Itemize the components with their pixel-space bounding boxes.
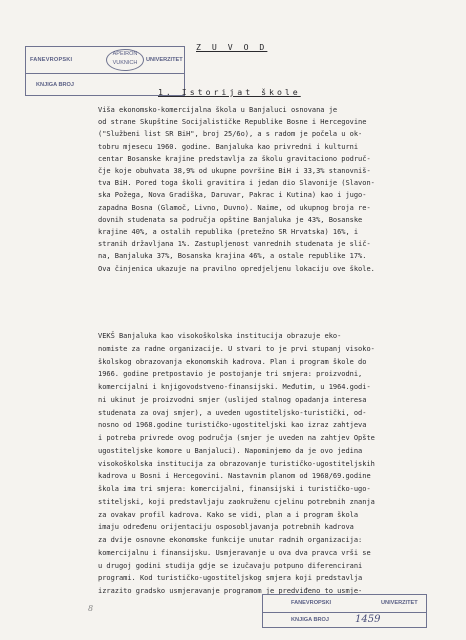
paragraph-history <box>98 104 450 275</box>
stamp-library-name: FANEVROPSKI <box>30 57 73 63</box>
text-line: komercijalnu i finansijsku. Usmjeravanje u ova dva pravca vrši se <box>98 548 371 557</box>
text-line: stranih državljana 1%. Zastupljenost vanrednih studenata je slič- <box>98 240 371 249</box>
stamp-university-name: UNIVERZITET <box>146 57 183 63</box>
text-line: nosno od 1968.godine turističko-ugostiteljski kao izraz zahtjeva <box>98 421 367 430</box>
text-line: ska Požega, Nova Gradiška, Daruvar, Pakrac i Kutina) kao i jugo- <box>98 191 367 200</box>
text-line: ugostiteljske komore u Banjaluci). Napominjemo da je ovo jedina <box>98 446 363 455</box>
text-line: programi. Kod turističko-ugostiteljskog smjera koji predstavlja <box>98 574 363 583</box>
text-line: kadrova u Bosni i Hercegovini. Nastavnim planom od 1968/69.godine <box>98 472 371 481</box>
paragraph-education <box>98 330 450 598</box>
text-line: visokoškolska institucija za obrazovanje turističko-ugostiteljskih <box>98 459 375 468</box>
text-line: čje koje obuhvata 38,9% od ukupne površine BiH i 33,3% stanovniš- <box>98 167 371 176</box>
text-line: dovnih studenata sa područja opštine Banjaluka je 43%, Bosanske <box>98 215 363 224</box>
stamp-book-number: 1459 <box>355 614 381 625</box>
text-line: studenata za ovaj smjer), a uveden ugostiteljsko-turistički, od- <box>98 408 367 417</box>
text-line: nomiste za radne organizacije. U stvari to je prvi stupanj visoko- <box>98 344 375 353</box>
text-line: za dvije osnovne ekonomske funkcije unutar radnih organizacija: <box>98 536 363 544</box>
text-line: na, Banjaluka 37%, Bosanska krajina 46%, a ostale republike 17%. <box>98 252 367 261</box>
text-line: od strane Skupštine Socijalističke Republike Bosne i Hercegovine <box>98 118 367 127</box>
text-line: zapadna Bosna (Glamoč, Livno, Duvno). Naime, od ukupnog broja re- <box>98 203 371 212</box>
section-heading: 1. Istorijat škole <box>158 87 301 97</box>
text-line: Viša ekonomsko-komercijalna škola u Banjaluci osnovana je <box>98 106 338 114</box>
stamp-oval-seal: APEIRON VUKNICH <box>106 49 144 71</box>
text-line: imaju određenu orijentaciju osposobljavanja potrebnih kadrova <box>98 523 354 532</box>
text-line: i potreba privrede ovog područja (smjer je uveden na zahtjev Opšte <box>98 434 375 442</box>
text-line: u drugoj godini studija gdje se izučavaju potpuno diferencirani <box>98 561 363 570</box>
intro-heading: Z U V O D <box>196 42 268 52</box>
library-stamp-bottom <box>262 594 427 628</box>
text-line: Ova činjenica ukazuje na pravilno opredjeljenu lokaciju ove škole. <box>98 264 375 273</box>
text-line: ni ukinut je proizvodni smjer (uslijed stalnog opadanja interesa <box>98 395 367 404</box>
text-line: ("Službeni list SR BiH", broj 25/6o), a s radom je počela u ok- <box>98 130 363 139</box>
text-line: tva BiH. Pored toga školi gravitira i jedan dio Slavonije (Slavon- <box>98 179 375 188</box>
stamp-library-name: FANEVROPSKI <box>291 600 332 606</box>
pencil-mark: 8 <box>88 604 94 613</box>
stamp-university-name: UNIVERZITET <box>381 600 418 606</box>
stamp-book-label: KNJIGA BROJ <box>291 617 330 623</box>
text-line: VEKŠ Banjaluka kao visokoškolska institucija obrazuje eko- <box>98 332 342 340</box>
text-line: izrazito gradsko usmjeravanje programom je predviđeno to usmje- <box>98 587 363 595</box>
text-line: krajine 40%, a ostalih republika (pretežno SR Hrvatska) 16%, i <box>98 228 359 237</box>
text-line: 1966. godine pretpostavio je postojanje tri smjera: proizvodni, <box>98 370 363 379</box>
text-line: školskog obrazovanja ekonomskih kadrova. Plan i program škole do <box>98 357 367 366</box>
text-line: škola ima tri smjera: komercijalni, finansijski i turističko-ugo- <box>98 485 371 493</box>
text-line: stiteljski, koji predstavljaju zaokruženu cjelinu potrebnih znanja <box>98 497 375 506</box>
text-line: tobru mjesecu 1960. godine. Banjaluka kao privredni i kulturni <box>98 142 359 151</box>
text-line: za ovakav profil kadrova. Kako se vidi, plan a i program škola <box>98 510 359 519</box>
text-line: komercijalni i knjigovodstveno-finansijski. Međutim, u 1964.godi- <box>98 383 371 391</box>
stamp-book-label: KNJIGA BROJ <box>36 82 75 88</box>
text-line: centar Bosanske krajine predstavlja za školu gravitaciono područ- <box>98 154 371 163</box>
